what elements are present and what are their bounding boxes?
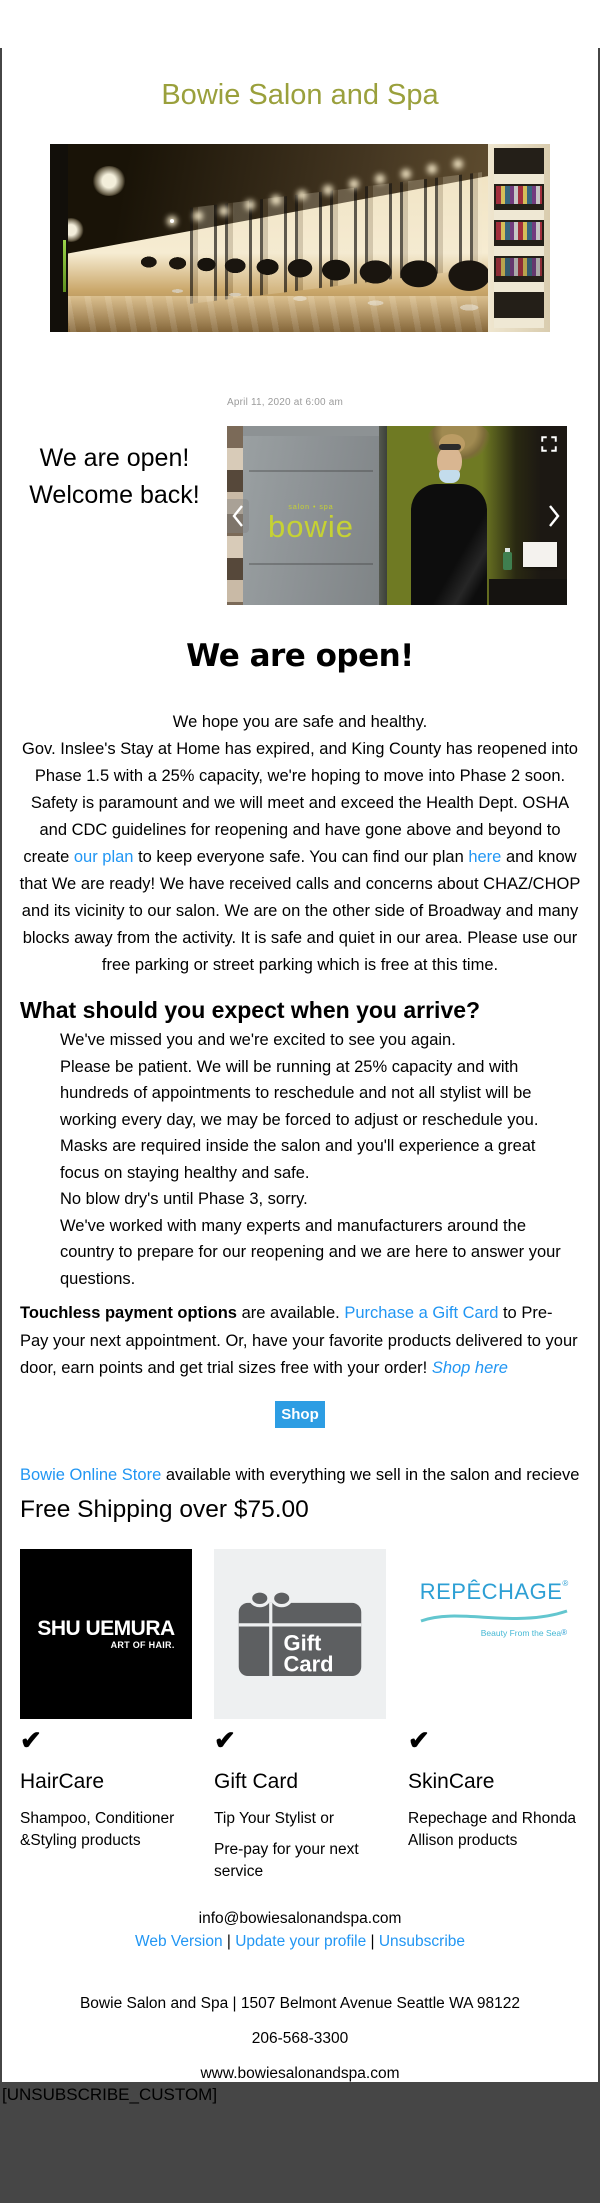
expect-item: We've worked with many experts and manufacturers around the country to prepare for our reopening and we are here to answer your questions. bbox=[60, 1216, 561, 1288]
photo-sanitizer-bottle bbox=[503, 552, 512, 570]
gallery-widget bbox=[227, 396, 567, 605]
here-link[interactable]: here bbox=[468, 848, 502, 866]
update-profile-link[interactable]: Update your profile bbox=[235, 1932, 367, 1950]
unsubscribe-link[interactable]: Unsubscribe bbox=[378, 1932, 466, 1950]
brand-logo-row bbox=[20, 1549, 580, 1719]
salon-title: Bowie Salon and Spa bbox=[161, 79, 439, 111]
footer-phone: 206-568-3300 bbox=[251, 2029, 349, 2047]
photo-floor bbox=[50, 296, 550, 332]
online-store-line bbox=[20, 1464, 580, 1486]
shu-uemura-logo bbox=[37, 1618, 174, 1650]
web-version-link[interactable]: Web Version bbox=[134, 1932, 223, 1950]
storefront-gallery-image[interactable] bbox=[227, 426, 567, 605]
chandelier-glow bbox=[92, 166, 126, 196]
photo-products-row bbox=[496, 258, 542, 276]
photo-counter bbox=[489, 579, 567, 605]
welcome-line-2: Welcome back! bbox=[29, 481, 200, 509]
announcement-text-3: and know that We are ready! We have received calls and concerns about CHAZ/CHOP and its vicinity to our salon. We are on the other side of Broadway and many blocks away from the activity. It is safe and quiet in our area. Please use our free parking or street parking which is free at this time. bbox=[19, 848, 581, 974]
gallery-next-button[interactable] bbox=[543, 499, 565, 533]
door-logo-wordmark: bowie bbox=[268, 509, 354, 544]
footer-address: Bowie Salon and Spa | 1507 Belmont Avenue Seattle WA 98122 bbox=[79, 1994, 521, 2012]
announcement-paragraph bbox=[16, 709, 584, 979]
footer-email: info@bowiesalonandspa.com bbox=[198, 1909, 402, 1927]
bowie-door-logo bbox=[261, 504, 361, 543]
welcome-line-1: We are open! bbox=[39, 444, 190, 472]
feature-skincare bbox=[408, 1724, 580, 1883]
photo-face-mask bbox=[439, 470, 460, 483]
expect-list bbox=[60, 1027, 578, 1292]
expect-item: No blow dry's until Phase 3, sorry. bbox=[60, 1190, 308, 1208]
email-body bbox=[2, 48, 598, 2082]
expect-heading: What should you expect when you arrive? bbox=[20, 997, 481, 1023]
purchase-gift-card-link[interactable]: Purchase a Gift Card bbox=[344, 1304, 499, 1322]
check-icon: ✔ bbox=[20, 1724, 42, 1755]
photo-ceiling-lights bbox=[170, 219, 174, 223]
feature-row bbox=[20, 1724, 580, 1883]
feature-description: Tip Your Stylist or bbox=[214, 1809, 335, 1827]
feature-description: Shampoo, Conditioner &Styling products bbox=[20, 1809, 175, 1849]
photo-products-row bbox=[496, 186, 542, 204]
photo-products-row bbox=[496, 222, 542, 240]
shu-uemura-wordmark: SHU UEMURA bbox=[37, 1616, 175, 1640]
photo-shelf-unit bbox=[488, 144, 550, 332]
announcement-text-1: Gov. Inslee's Stay at Home has expired, and King County has reopened into Phase 1.5 with a 25% capacity, we're hoping to move into Phase 2 soon. Safety is paramount and we will meet and exceed the Health Dept. OSHA and CDC guidelines for reopening and have gone above and beyond to create bbox=[22, 740, 578, 866]
check-icon: ✔ bbox=[214, 1724, 236, 1755]
repechage-registered-mark: ® bbox=[562, 1578, 569, 1588]
feature-description: Repechage and Rhonda Allison products bbox=[408, 1809, 577, 1849]
salon-interior-photo bbox=[50, 144, 550, 332]
svg-text:Gift: Gift bbox=[283, 1629, 322, 1655]
repechage-tagline-reg: ® bbox=[561, 1627, 567, 1637]
payment-text-2: to Pre-Pay your next appointment. Or, have your favorite products delivered to your door, earn points and get trial sizes free with your order! bbox=[20, 1304, 578, 1377]
our-plan-link[interactable]: our plan bbox=[73, 848, 134, 866]
feature-title: HairCare bbox=[20, 1769, 105, 1793]
unsubscribe-placeholder: [UNSUBSCRIBE_CUSTOM] bbox=[2, 2085, 218, 2104]
footer-separator: | bbox=[370, 1932, 375, 1950]
footer-separator: | bbox=[226, 1932, 231, 1950]
welcome-caption bbox=[2, 396, 227, 605]
touchless-payment-paragraph bbox=[20, 1300, 580, 1383]
svg-text:Card: Card bbox=[283, 1650, 334, 1676]
photo-door-jamb bbox=[379, 426, 387, 605]
feature-description: Pre-pay for your next service bbox=[214, 1840, 359, 1880]
shop-here-link[interactable]: Shop here bbox=[431, 1359, 508, 1377]
repechage-wordmark: REPÊCHAGE bbox=[419, 1578, 563, 1604]
photo-neon-strip bbox=[63, 240, 66, 292]
announcement-intro: We hope you are safe and healthy. bbox=[172, 713, 428, 731]
expect-item: We've missed you and we're excited to see you again. bbox=[60, 1031, 456, 1049]
free-shipping-line: Free Shipping over $75.00 bbox=[20, 1495, 309, 1523]
door-logo-tagline: salon • spa bbox=[288, 504, 334, 511]
online-store-text: available with everything we sell in the salon and recieve bbox=[161, 1465, 580, 1484]
shu-uemura-tagline: ART OF HAIR. bbox=[110, 1639, 175, 1650]
photo-left-doorway bbox=[50, 144, 68, 332]
expect-item: Please be patient. We will be running at 25% capacity and with hundreds of appointments to reschedule and not all stylist will be working every day, we may be forced to adjust or reschedule you. bbox=[60, 1057, 539, 1129]
footer-website: www.bowiesalonandspa.com bbox=[200, 2064, 400, 2082]
bowie-online-store-link[interactable]: Bowie Online Store bbox=[20, 1465, 162, 1484]
footer-links bbox=[2, 1932, 598, 1952]
photo-woman-jacket bbox=[411, 484, 487, 605]
page-background bbox=[0, 48, 600, 2203]
photo-sunglasses bbox=[439, 444, 461, 450]
announcement-heading: We are open! bbox=[186, 638, 414, 674]
expect-item: Masks are required inside the salon and you'll experience a great focus on staying healthy and safe. bbox=[60, 1137, 536, 1182]
photo-sign-card bbox=[523, 542, 557, 567]
check-icon: ✔ bbox=[408, 1724, 430, 1755]
welcome-section bbox=[2, 396, 598, 605]
fullscreen-icon[interactable] bbox=[540, 435, 558, 453]
gallery-date: April 11, 2020 at 6:00 am bbox=[227, 397, 343, 408]
feature-title: SkinCare bbox=[408, 1769, 495, 1793]
announcement-text-2: to keep everyone safe. You can find our plan bbox=[133, 848, 469, 866]
payment-text-1: are available. bbox=[236, 1304, 345, 1322]
repechage-tagline bbox=[419, 1628, 569, 1638]
repechage-logo bbox=[419, 1579, 569, 1638]
repechage-wave bbox=[419, 1605, 569, 1627]
gift-card-icon bbox=[236, 1588, 364, 1680]
repechage-logo-box[interactable] bbox=[408, 1549, 580, 1719]
gallery-prev-button[interactable] bbox=[227, 499, 249, 533]
feature-title: Gift Card bbox=[214, 1769, 299, 1793]
repechage-tagline-text: Beauty From the Sea bbox=[480, 1627, 562, 1638]
feature-haircare bbox=[20, 1724, 192, 1883]
shu-uemura-logo-box[interactable] bbox=[20, 1549, 192, 1719]
gift-card-logo-box[interactable] bbox=[214, 1549, 386, 1719]
touchless-bold: Touchless payment options bbox=[20, 1304, 237, 1322]
feature-giftcard bbox=[214, 1724, 386, 1883]
shop-button[interactable]: Shop bbox=[275, 1401, 325, 1428]
